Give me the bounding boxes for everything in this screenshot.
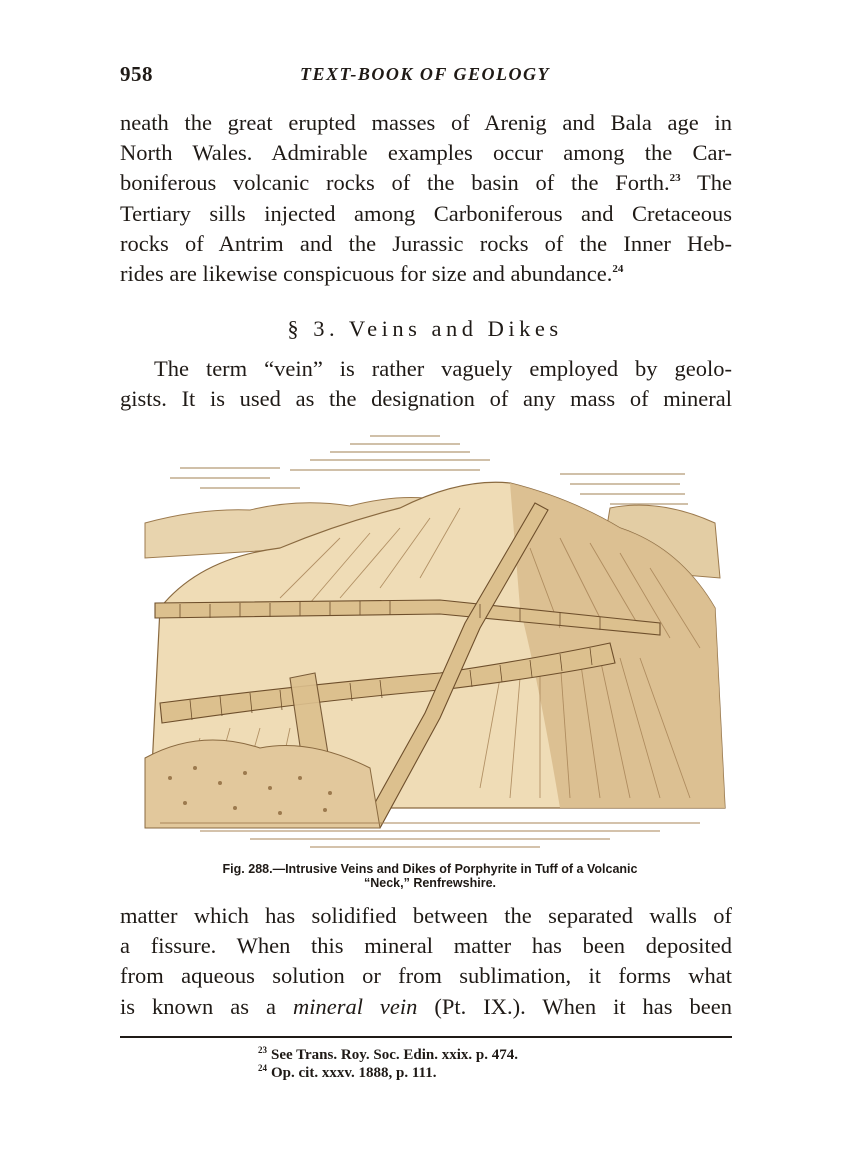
line-text: (Pt. IX.). When it has been <box>434 993 733 1019</box>
footnote-divider <box>120 1036 732 1038</box>
caption-line: Fig. 288.—Intrusive Veins and Dikes of Porphyrite in Tuff of a Volcanic <box>222 862 638 876</box>
figure-engraving <box>140 428 730 858</box>
line-text: boniferous volcanic rocks of the basin of the Forth. <box>120 170 670 196</box>
footnotes <box>258 1046 728 1082</box>
italic-term: mineral vein <box>292 993 418 1019</box>
paragraph-line <box>120 259 732 289</box>
footnote-ref[interactable]: 24 <box>612 263 624 276</box>
paragraph-2 <box>120 354 732 414</box>
paragraph-line: a fissure. When this mineral matter has been deposited <box>120 933 732 959</box>
paragraph-1 <box>120 108 732 289</box>
footnote-ref[interactable]: 23 <box>669 172 681 185</box>
paragraph-line: The term “vein” is rather vaguely employed by geolo- <box>154 356 732 381</box>
paragraph-line: Tertiary sills injected among Carboniferous and Cretaceous <box>120 200 732 226</box>
paragraph-line: North Wales. Admirable examples occur among the Car- <box>120 140 732 166</box>
paragraph-line: gists. It is used as the designation of any mass of mineral <box>120 386 732 412</box>
paragraph-line <box>120 168 732 198</box>
figure-caption <box>150 862 710 890</box>
caption-line: “Neck,” Renfrewshire. <box>364 876 496 890</box>
footnote-item <box>258 1064 728 1082</box>
running-title: TEXT-BOOK OF GEOLOGY <box>299 64 551 84</box>
page-number: 958 <box>120 62 153 86</box>
paragraph-line <box>120 992 732 1022</box>
sky-hatching <box>170 436 688 504</box>
footnote-number: 24 <box>258 1063 267 1073</box>
section-heading: § 3. Veins and Dikes <box>287 316 563 341</box>
paragraph-line: matter which has solidified between the separated walls of <box>120 903 732 928</box>
line-text: rides are likewise conspicuous for size and abundance. <box>120 261 613 287</box>
paragraph-line: neath the great erupted masses of Arenig and Bala age in <box>120 110 732 135</box>
footnote-number: 23 <box>258 1045 267 1055</box>
footnote-text: Op. cit. xxxv. 1888, p. 111. <box>271 1065 437 1081</box>
line-text: The <box>697 170 733 196</box>
paragraph-3 <box>120 901 732 1022</box>
paragraph-line: rocks of Antrim and the Jurassic rocks of the Inner Heb- <box>120 230 732 256</box>
line-text: is known as a <box>120 993 276 1019</box>
footnote-text: See Trans. Roy. Soc. Edin. xxix. p. 474. <box>271 1047 518 1063</box>
engraving-illustration-icon <box>140 428 730 858</box>
paragraph-line: from aqueous solution or from sublimation, it forms what <box>120 963 732 989</box>
footnote-item <box>258 1046 728 1064</box>
